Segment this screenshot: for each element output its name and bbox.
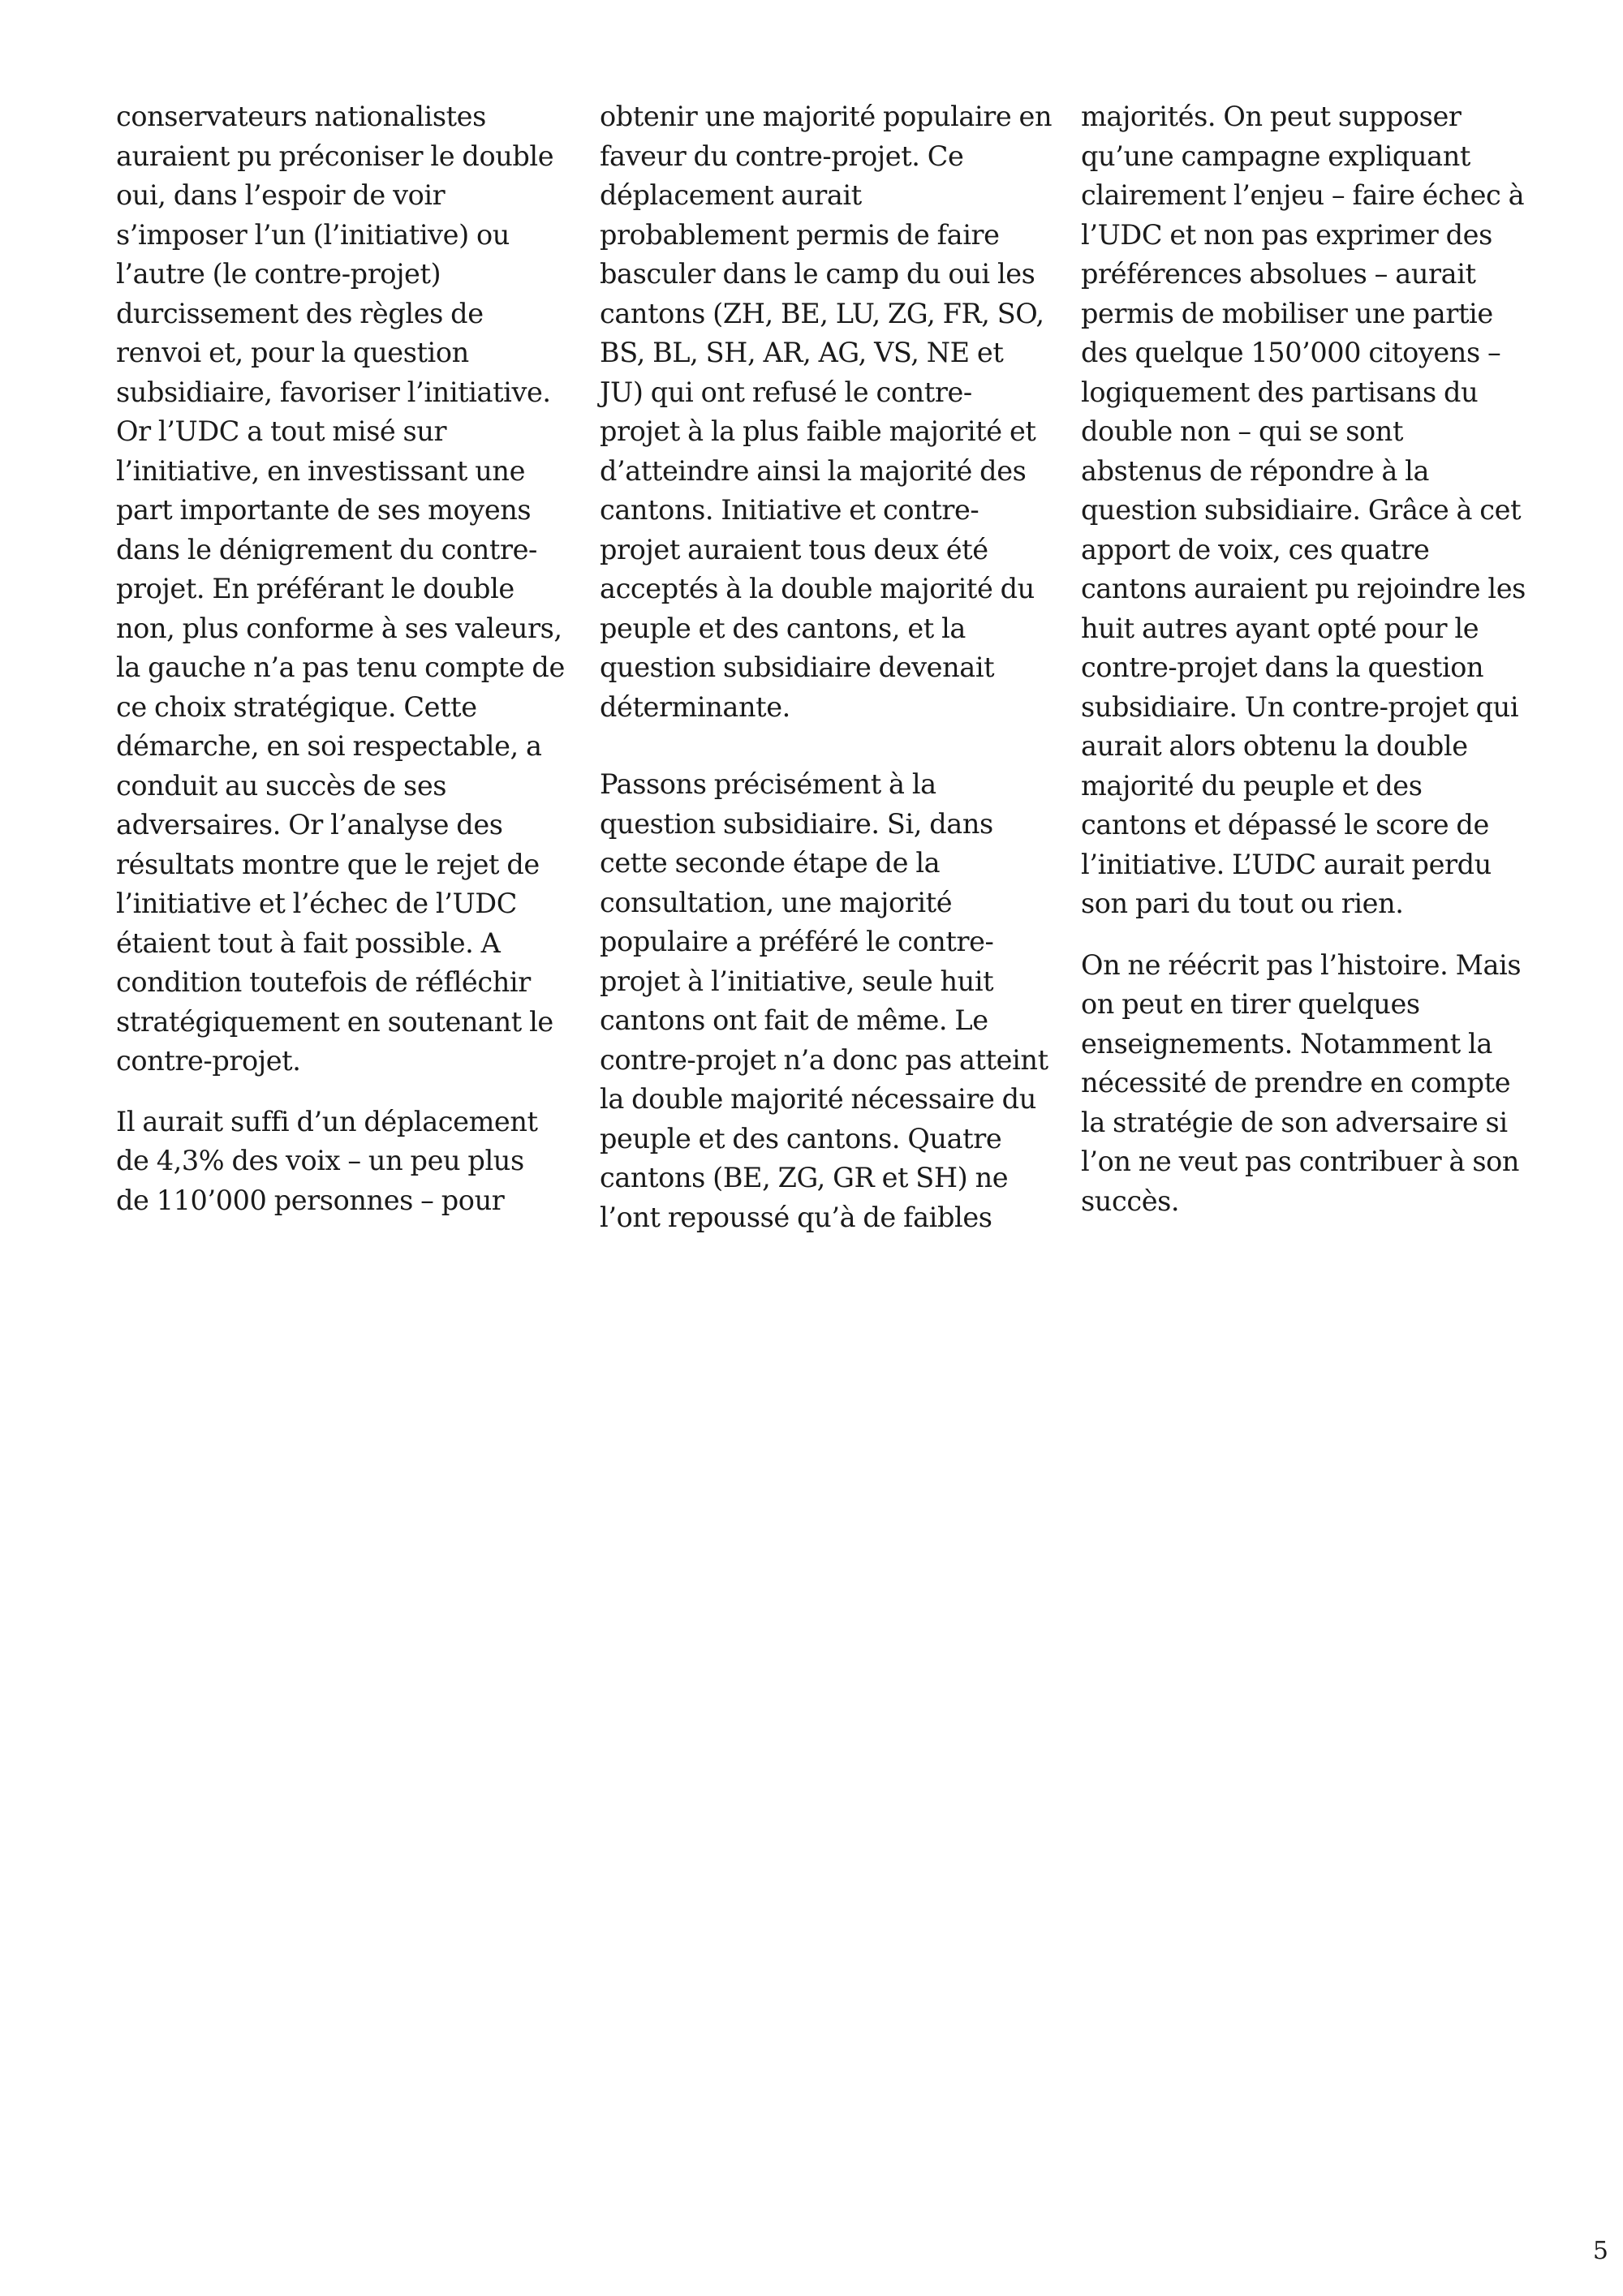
text-line: acceptés à la double majorité du [600, 573, 1035, 604]
text-line: démarche, en soi respectable, a [116, 730, 542, 762]
text-line: enseignements. Notamment la [1081, 1027, 1492, 1060]
text-line: la stratégie de son adversaire si [1081, 1106, 1508, 1138]
text-line: obtenir une majorité populaire en [600, 101, 1053, 132]
text-line: adversaires. Or l’analyse des [116, 809, 503, 841]
paragraph [1081, 946, 1526, 1222]
text-line: probablement permis de faire [600, 218, 1000, 251]
text-line: contre-projet n’a donc pas atteint [600, 1043, 1048, 1076]
text-line: Passons précisément à la [600, 768, 936, 800]
text-line: condition toutefois de réfléchir [116, 966, 531, 998]
text-line: son pari du tout ou rien. [1081, 888, 1404, 919]
paragraph [1081, 97, 1526, 924]
text-line: résultats montre que le rejet de [116, 848, 540, 880]
text-line: peuple et des cantons. Quatre [600, 1122, 1002, 1154]
text-line: cantons et dépassé le score de [1081, 809, 1489, 841]
text-line: populaire a préféré le contre- [600, 926, 994, 957]
text-line: de 4,3% des voix – un peu plus [116, 1145, 524, 1176]
text-line: apport de voix, ces quatre [1081, 533, 1430, 565]
text-line: basculer dans le camp du oui les [600, 258, 1035, 290]
text-line: on peut en tirer quelques [1081, 988, 1420, 1020]
text-line: On ne réécrit pas l’histoire. Mais [1081, 948, 1522, 981]
text-line: non, plus conforme à ses valeurs, [116, 612, 562, 644]
text-line: l’initiative. L’UDC aurait perdu [1081, 848, 1492, 880]
text-line: la double majorité nécessaire du [600, 1083, 1036, 1115]
text-line: consultation, une majorité [600, 886, 953, 918]
text-line: aurait alors obtenu la double [1081, 730, 1468, 762]
text-line: durcissement des règles de [116, 297, 484, 329]
text-line: permis de mobiliser une partie [1081, 297, 1493, 329]
text-line: cantons auraient pu rejoindre les [1081, 573, 1526, 604]
text-line: question subsidiaire. Grâce à cet [1081, 494, 1522, 526]
text-line: huit autres ayant opté pour le [1081, 612, 1479, 644]
text-line: cantons ont fait de même. Le [600, 1004, 988, 1036]
text-line: projet auraient tous deux été [600, 533, 988, 565]
text-line: question subsidiaire. Si, dans [600, 807, 993, 840]
paragraph [600, 765, 1048, 1237]
text-line: l’on ne veut pas contribuer à son [1081, 1146, 1520, 1177]
text-line: ce choix stratégique. Cette [116, 690, 477, 723]
text-line: succès. [1081, 1185, 1180, 1217]
text-line: nécessité de prendre en compte [1081, 1067, 1511, 1099]
text-line: contre-projet. [116, 1045, 301, 1077]
text-line: l’autre (le contre-projet) [116, 258, 441, 290]
text-line: BS, BL, SH, AR, AG, VS, NE et [600, 337, 1004, 368]
text-line: déplacement aurait [600, 179, 862, 211]
text-line: préférences absolues – aurait [1081, 258, 1476, 290]
text-line: conservateurs nationalistes [116, 101, 486, 132]
text-line: cantons (BE, ZG, GR et SH) ne [600, 1162, 1009, 1193]
text-line: abstenus de répondre à la [1081, 454, 1430, 487]
text-line: projet. En préférant le double [116, 573, 514, 604]
text-line: JU) qui ont refusé le contre- [600, 376, 972, 408]
text-line: conduit au succès de ses [116, 769, 447, 802]
text-line: s’imposer l’un (l’initiative) ou [116, 218, 510, 251]
text-line: majorité du peuple et des [1081, 769, 1423, 802]
text-line: des quelque 150’000 citoyens – [1081, 337, 1501, 368]
text-column-2 [600, 97, 1053, 1237]
text-line: faveur du contre-projet. Ce [600, 140, 964, 172]
text-column-3 [1081, 97, 1526, 1221]
text-line: clairement l’enjeu – faire échec à [1081, 179, 1525, 211]
text-line: l’UDC et non pas exprimer des [1081, 218, 1492, 251]
paragraph [600, 97, 1053, 727]
text-line: projet à la plus faible majorité et [600, 415, 1036, 447]
text-line: la gauche n’a pas tenu compte de [116, 651, 565, 683]
paragraph [116, 1103, 561, 1221]
text-line: qu’une campagne expliquant [1081, 140, 1470, 172]
text-line: l’ont repoussé qu’à de faibles [600, 1201, 992, 1233]
text-line: d’atteindre ainsi la majorité des [600, 454, 1027, 487]
text-line: déterminante. [600, 690, 790, 723]
text-line: oui, dans l’espoir de voir [116, 179, 446, 211]
text-line: projet à l’initiative, seule huit [600, 965, 994, 997]
text-line: étaient tout à fait possible. A [116, 927, 501, 959]
text-line: cantons (ZH, BE, LU, ZG, FR, SO, [600, 297, 1044, 329]
text-line: double non – qui se sont [1081, 415, 1404, 447]
text-column-1 [116, 97, 565, 1220]
text-line: cantons. Initiative et contre- [600, 494, 979, 526]
text-line: contre-projet dans la question [1081, 651, 1484, 683]
text-line: Il aurait suffi d’un déplacement [116, 1105, 538, 1137]
text-line: subsidiaire. Un contre-projet qui [1081, 690, 1519, 723]
text-line: Or l’UDC a tout misé sur [116, 415, 447, 447]
text-line: cette seconde étape de la [600, 847, 941, 879]
text-line: logiquement des partisans du [1081, 376, 1479, 408]
page-number: 5 [1592, 2237, 1608, 2265]
text-line: auraient pu préconiser le double [116, 140, 554, 172]
text-line: l’initiative et l’échec de l’UDC [116, 888, 517, 919]
text-line: question subsidiaire devenait [600, 651, 995, 683]
text-line: dans le dénigrement du contre- [116, 533, 537, 565]
text-line: de 110’000 personnes – pour [116, 1184, 505, 1216]
text-line: l’initiative, en investissant une [116, 454, 526, 487]
text-line: stratégiquement en soutenant le [116, 1005, 553, 1038]
paragraph [116, 97, 565, 1081]
text-line: part importante de ses moyens [116, 494, 532, 526]
text-line: peuple et des cantons, et la [600, 612, 966, 644]
text-line: subsidiaire, favoriser l’initiative. [116, 376, 551, 408]
text-line: majorités. On peut supposer [1081, 101, 1462, 132]
text-line: renvoi et, pour la question [116, 337, 469, 368]
